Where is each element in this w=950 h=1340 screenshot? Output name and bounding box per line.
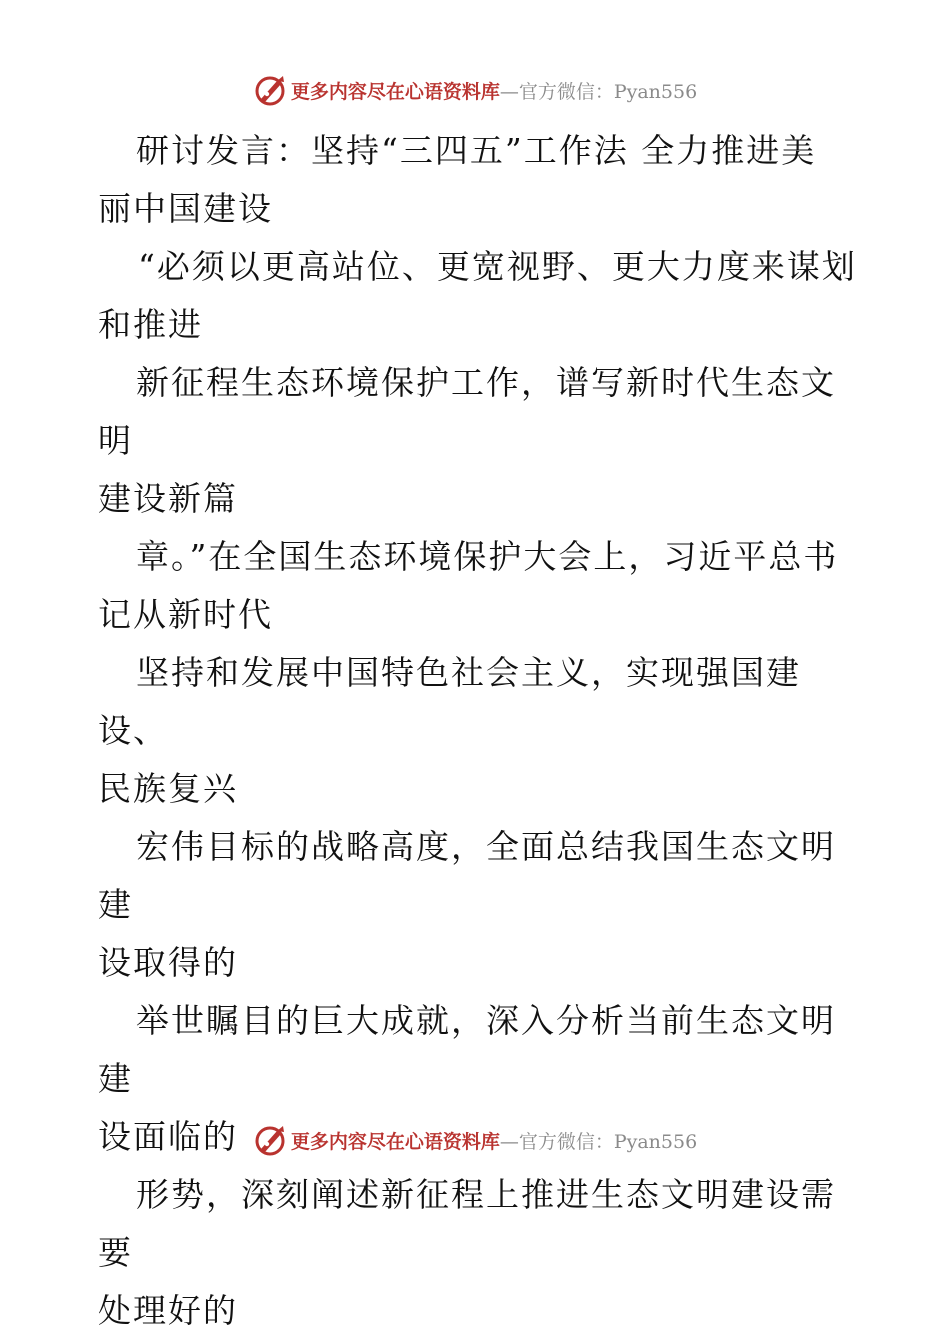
banner-dash: —: [499, 80, 519, 103]
pen-logo-icon: [253, 73, 287, 107]
text-line: 坚持和发展中国特色社会主义，实现强国建设、: [98, 653, 801, 750]
text-line: 丽中国建设: [98, 189, 273, 228]
text-line: 形势，深刻阐述新征程上推进生态文明建设需要: [98, 1175, 836, 1272]
footer-watermark: [0, 1120, 950, 1160]
banner-wechat: 官方微信：Pyan556: [518, 1130, 698, 1153]
text-line: 研讨发言：坚持“三四五”工作法 全力推进美: [136, 131, 817, 170]
text-line: 民族复兴: [98, 769, 238, 808]
text-line: 宏伟目标的战略高度，全面总结我国生态文明建: [98, 827, 836, 924]
banner-text: 更多内容尽在心语资料库: [290, 1130, 500, 1153]
text-line: 设取得的: [98, 943, 238, 982]
text-line: 举世瞩目的巨大成就，深入分析当前生态文明建: [98, 1001, 836, 1098]
banner-text: 更多内容尽在心语资料库: [290, 80, 500, 103]
header-watermark: [0, 70, 950, 110]
text-line: 建设新篇: [98, 479, 238, 518]
text-line: 记从新时代: [98, 595, 273, 634]
banner-wechat: 官方微信：Pyan556: [518, 80, 698, 103]
pen-logo-icon: [253, 1123, 287, 1157]
banner-dash: —: [499, 1130, 519, 1153]
text-line: 设面临的: [98, 1117, 238, 1156]
text-line: “必须以更高站位、更宽视野、更大力度来谋划: [138, 247, 857, 286]
text-line: 和推进: [98, 305, 203, 344]
text-line: 章。”在全国生态环境保护大会上，习近平总书: [136, 537, 839, 576]
text-line: 新征程生态环境保护工作，谱写新时代生态文明: [98, 363, 836, 460]
text-line: 处理好的: [98, 1291, 238, 1330]
